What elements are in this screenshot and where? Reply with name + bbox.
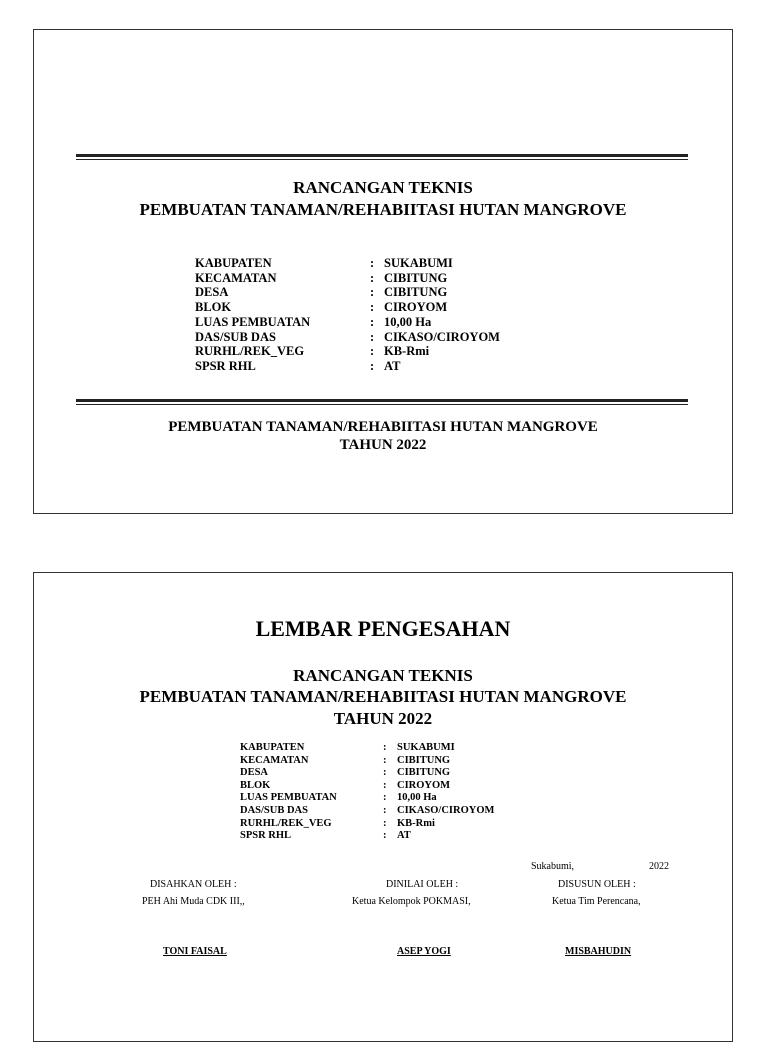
info-value: CIKASO/CIROYOM [397,804,495,816]
info-row: SPSR RHL : AT [195,359,500,374]
info-value: KB-Rmi [384,344,430,359]
info-value: 10,00 Ha [397,792,437,804]
signatory-name: MISBAHUDIN [565,946,632,957]
approval-year: TAHUN 2022 [333,709,433,728]
cover-footer-line2: TAHUN 2022 [339,437,427,453]
bottom-divider [76,399,688,405]
info-row: RURHL/REK_VEG : KB-Rmi [240,818,494,831]
signatory-role: DISAHKAN OLEH : [150,879,237,890]
info-label: BLOK [240,779,271,791]
signatory-position: PEH Ahi Muda CDK III,, [142,896,245,907]
info-label: DESA [240,767,269,779]
info-value: SUKABUMI [384,256,453,270]
info-label: SPSR RHL [240,830,292,842]
info-value: CIROYOM [397,779,451,791]
approval-title: RANCANGAN TEKNIS [293,666,473,685]
info-row: DAS/SUB DAS : CIKASO/CIROYOM [240,804,495,816]
info-label: KABUPATEN [195,256,272,270]
info-label: KECAMATAN [195,270,277,285]
info-row: KABUPATEN : SUKABUMI [240,742,494,755]
info-row: LUAS PEMBUATAN : 10,00 Ha [195,315,500,330]
info-row: DAS/SUB DAS : CIKASO/CIROYOM [195,329,500,344]
info-label: KECAMATAN [240,754,309,766]
signatory-position: Ketua Tim Perencana, [552,896,641,907]
info-value: CIBITUNG [397,754,451,766]
info-value: CIROYOM [384,300,448,315]
cover-subtitle: PEMBUATAN TANAMAN/REHABIITASI HUTAN MANGROVE [139,200,627,219]
signatory-role: DISUSUN OLEH : [558,879,636,890]
info-label: RURHL/REK_VEG [195,344,305,359]
info-row: RURHL/REK_VEG : KB-Rmi [195,344,500,359]
info-row: DESA : CIBITUNG [240,767,494,780]
cover-footer-line1: PEMBUATAN TANAMAN/REHABIITASI HUTAN MANGROVE [168,419,598,435]
info-row: SPSR RHL : AT [240,830,494,843]
signatory-position: Ketua Kelompok POKMASI, [352,896,471,907]
info-value: CIBITUNG [397,767,451,779]
info-value: KB-Rmi [397,817,435,829]
info-row: DESA : CIBITUNG [195,285,500,300]
info-row: KABUPATEN : SUKABUMI [195,256,500,271]
signatory-name: TONI FAISAL [163,946,227,957]
info-label: DAS/SUB DAS [240,804,308,816]
info-label: DAS/SUB DAS [195,329,276,344]
signing-place: Sukabumi, [531,861,575,872]
info-value: 10,00 Ha [384,314,432,329]
info-label: DESA [195,285,229,300]
approval-heading: LEMBAR PENGESAHAN [255,616,511,641]
signatory-name: ASEP YOGI [397,946,451,957]
info-value: CIBITUNG [384,270,448,285]
info-row: BLOK : CIROYOM [195,300,500,315]
info-label: SPSR RHL [195,358,256,373]
info-row: KECAMATAN : CIBITUNG [240,755,494,768]
info-value: AT [384,358,401,373]
cover-title: RANCANGAN TEKNIS [293,178,473,197]
info-label: LUAS PEMBUATAN [195,314,311,329]
info-value: SUKABUMI [397,742,455,753]
approval-info-table [240,742,494,843]
info-row: LUAS PEMBUATAN : 10,00 Ha [240,792,494,805]
approval-page [33,572,733,1042]
approval-subtitle: PEMBUATAN TANAMAN/REHABIITASI HUTAN MANGROVE [139,687,627,706]
top-divider [76,154,688,160]
info-value: CIKASO/CIROYOM [384,329,500,344]
signatory-role: DINILAI OLEH : [386,879,459,890]
info-value: CIBITUNG [384,285,448,300]
cover-page [33,29,733,514]
info-label: KABUPATEN [240,742,305,753]
cover-info-table [195,256,500,374]
info-label: BLOK [195,300,232,315]
info-row: KECAMATAN : CIBITUNG [195,271,500,286]
info-value: AT [397,830,411,842]
info-row: BLOK : CIROYOM [240,780,494,793]
info-label: RURHL/REK_VEG [240,817,332,829]
signing-year: 2022 [649,861,669,872]
info-label: LUAS PEMBUATAN [240,792,337,804]
